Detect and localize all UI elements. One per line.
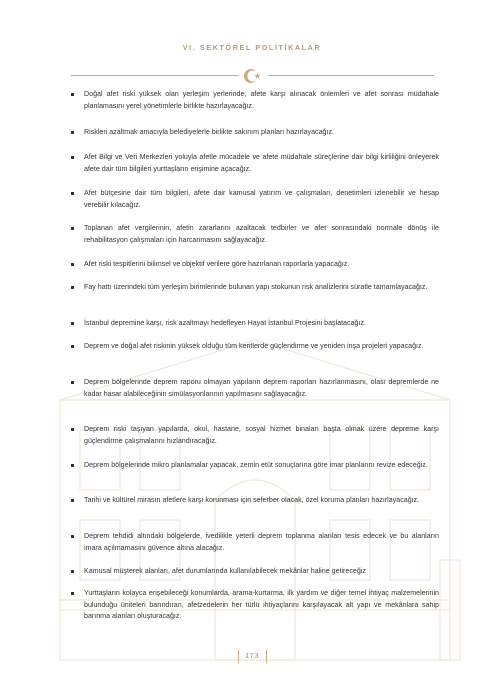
list-item [71,495,439,507]
header-divider-left [71,75,239,76]
list-item-text: Toplanan afet vergilerinin, afetin zararlarını azaltacak tedbirler ve afet sonrasındaki normale dönüş ile rehabilitasyon çalışmaları için harcanmasını sağlayacağız. [84,224,439,244]
list-item-text: İstanbul depremine karşı, risk azaltmayı hedefleyen Hayat İstanbul Projesini başlatacağız. [84,319,366,327]
page-number: 173 [244,651,259,660]
list-item [71,341,439,353]
bullet-icon [71,93,74,96]
list-item [71,318,439,330]
bullet-icon [71,570,74,573]
list-item [71,566,439,578]
list-item-text: Yurttaşların kolayca erişebileceği konumlarda, arama-kurtarma, ilk yardım ve diğer temel ihtiyaç malzemelerinin bulunduğu üniteleri barındıran, afetzedelerin her türlü ihtiyaçlarını karşılayacak alt yapı ve mekânlara sahip barınma alanları oluşturacağız. [84,589,439,620]
list-item-text: Tarihi ve kültürel mirasın afetlere karşı korunması için seferber olacak, özel koruma planları hazırlayacağız. [84,496,420,504]
list-item [71,377,439,400]
list-item-text: Riskleri azaltmak amacıyla belediyelerle birlikte sakınım planları hazırlayacağız. [84,128,334,136]
list-item-text: Deprem tehdidi altındaki bölgelerde, ivedilikle yeterli deprem toplanma alanları tesis edecek ve bu alanların imara açılmamasını güvence altına alacağız. [84,532,439,552]
list-item-text: Afet riski tespitlerini bilimsel ve objektif verilere göre hazırlanan raporlarla yapacağız. [84,260,350,268]
list-item-text: Deprem bölgelerinde deprem raporu olmayan yapıların deprem raporları hazırlanmasını, olası depremlerde ne kadar hasar alabileceğinin simülasyonlarının yapılmasını sağlayacağız. [84,378,439,398]
list-item-text: Kamusal müşterek alanları, afet durumlarında kullanılabilecek mekânlar haline getireceğiz [84,567,366,575]
list-item [71,588,439,623]
list-item-text: Fay hattı üzerindeki tüm yerleşim birimlerinde bulunan yapı stokunun risk analizlerini süratle tamamlayacağız. [84,283,428,291]
list-item [71,223,439,246]
list-item-text: Deprem riski taşıyan yapılarda, okul, hastane, sosyal hizmet binaları başta olmak üzere depreme karşı güçlendirme çalışmalarını hızlandıracağız. [84,425,439,445]
bullet-icon [71,381,74,384]
bullet-icon [71,322,74,325]
bullet-icon [71,428,74,431]
list-item-text: Deprem ve doğal afet riskinin yüksek olduğu tüm kentlerde güçlendirme ve yeniden inşa projeleri yapacağız. [84,342,424,350]
bullet-icon [71,345,74,348]
list-item [71,259,439,271]
bullet-icon [71,192,74,195]
bullet-icon [71,592,74,595]
list-item-text: Deprem bölgelerinde mikro planlamalar yapacak, zemin etüt sonuçlarına göre imar planlarını revize edeceğiz. [84,461,428,469]
list-item [71,424,439,447]
bullet-icon [71,464,74,467]
page-number-bar-right [266,650,267,663]
list-item [71,460,439,472]
list-item [71,282,439,294]
crescent-star-icon [242,66,264,86]
list-item [71,89,439,112]
bullet-icon [71,131,74,134]
bullet-icon [71,227,74,230]
bullet-icon [71,499,74,502]
bullet-icon [71,156,74,159]
list-item [71,531,439,554]
list-item-text: Afet bütçesine dair tüm bilgileri, afete dair kamusal yatırım ve çalışmaları, denetimleri izlenebilir ve hesap verebilir kılacağız. [84,189,439,209]
list-item [71,188,439,211]
bullet-icon [71,535,74,538]
list-item-text: Doğal afet riski yüksek olan yerleşim yerlerinde, afete karşı alınacak önlemleri ve afet sonrası müdahale planlamasını yerel yönetimlerle birlikte hazırlayacağız. [84,90,439,110]
section-title: VI. SEKTÖREL POLİTİKALAR [182,43,322,52]
bullet-icon [71,286,74,289]
bullet-icon [71,263,74,266]
header-divider-right [268,75,434,76]
list-item-text: Afet Bilgi ve Veri Merkezleri yoluyla afetle mücadele ve afete müdahale süreçlerine dair bilgi kirliliğini önleyerek afete dair tüm bilgileri yurttaşların erişimine açacağız. [84,153,439,173]
list-item [71,152,439,175]
list-item [71,127,439,139]
